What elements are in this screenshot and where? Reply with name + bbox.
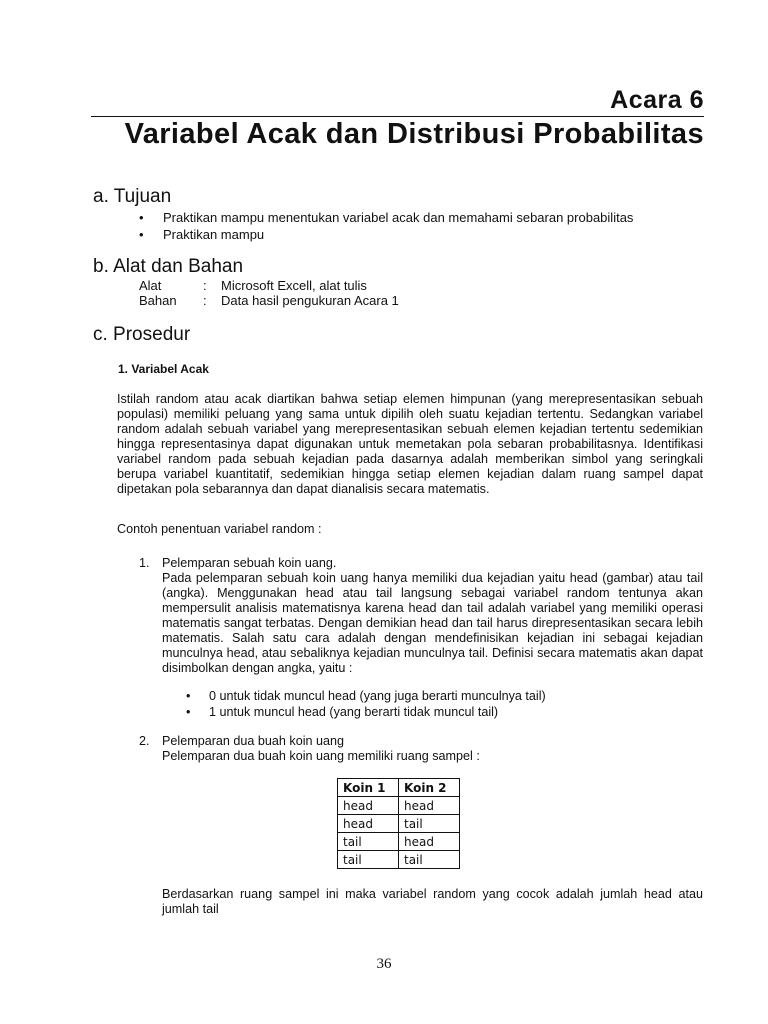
table-cell: head [399, 797, 460, 815]
table-row [338, 815, 460, 833]
list-item: • 1 untuk muncul head (yang berarti tidak muncul tail) [186, 704, 546, 720]
alat-value: Microsoft Excell, alat tulis [221, 278, 367, 293]
section-heading-alat-bahan: b. Alat dan Bahan [93, 256, 244, 277]
table-header-cell: Koin 1 [338, 779, 399, 797]
tujuan-list [139, 209, 633, 243]
alat-row [139, 278, 399, 293]
section-heading-prosedur: c. Prosedur [93, 324, 191, 345]
contoh-label: Contoh penentuan variabel random : [117, 522, 322, 536]
bahan-row [139, 293, 399, 308]
table-cell: tail [399, 851, 460, 869]
table-cell: head [338, 815, 399, 833]
bahan-colon: : [203, 293, 207, 308]
table-header-cell: Koin 2 [399, 779, 460, 797]
list-item: • 0 untuk tidak muncul head (yang juga berarti munculnya tail) [186, 688, 546, 704]
table-cell: tail [338, 851, 399, 869]
item1-title: Pelemparan sebuah koin uang. [162, 556, 337, 570]
list-item: • Praktikan mampu menentukan variabel acak dan memahami sebaran probabilitas [139, 209, 633, 226]
section-heading-tujuan: a. Tujuan [93, 186, 172, 207]
alat-colon: : [203, 278, 207, 293]
alat-bahan-list [139, 278, 399, 308]
item1-body: Pada pelemparan sebuah koin uang hanya memiliki dua kejadian yaitu head (gambar) atau tail (angka). Menggunakan head atau tail langsung sebagai variabel random tentunya akan mempersulit analisis matematisnya karena head dan tail adalah variabel yang memiliki operasi matematis sangat terbatas. Dengan demikian head dan tail harus direpresentasikan secara lebih matematis. Salah satu cara adalah dengan mendefinisikan kejadian ini sebagai kejadian munculnya head, atau sebaliknya kejadian munculnya tail. Definisi secara matematis akan dapat disimbolkan dengan angka, yaitu : [162, 571, 703, 675]
page-title: Variabel Acak dan Distribusi Probabilitas [124, 118, 704, 150]
sample-space-table [337, 778, 460, 869]
list-item: • Praktikan mampu [139, 226, 633, 243]
bahan-key: Bahan [139, 293, 177, 308]
page-number: 36 [376, 956, 392, 972]
item1-bullets [186, 688, 546, 720]
item2-number: 2. [139, 734, 150, 748]
intro-paragraph: Istilah random atau acak diartikan bahwa setiap elemen himpunan (yang merepresentasikan sebuah populasi) memiliki peluang yang sama untuk dipilih oleh suatu kejadian tertentu. Sedangkan variabel random adalah sebuah variabel yang merepresentasikan sebuah elemen kejadian tertentu sedemikian hingga representasinya dapat digunakan untuk memetakan pola sebaran probabilitasnya. Identifikasi variabel random pada sebuah kejadian pada dasarnya adalah memberikan simbol yang seringkali berupa variabel kuantitatif, sedemikian hingga setiap elemen kejadian dalam ruang sampel dapat dipetakan pola sebarannya dan dapat dianalisis secara matematis. [117, 392, 703, 496]
header-rule [91, 116, 704, 117]
item2-conclusion: Berdasarkan ruang sampel ini maka variabel random yang cocok adalah jumlah head atau jumlah tail [162, 887, 703, 916]
table-cell: tail [399, 815, 460, 833]
subheading-variabel-acak: 1. Variabel Acak [118, 362, 209, 376]
table-row [338, 797, 460, 815]
item1-number: 1. [139, 556, 150, 570]
chapter-label: Acara 6 [610, 86, 704, 114]
table-cell: head [338, 797, 399, 815]
table-row [338, 851, 460, 869]
table-cell: head [399, 833, 460, 851]
item2-title: Pelemparan dua buah koin uang [162, 734, 345, 748]
item2-body: Pelemparan dua buah koin uang memiliki ruang sampel : [162, 749, 480, 763]
table-header-row [338, 779, 460, 797]
alat-key: Alat [139, 278, 162, 293]
table-cell: tail [338, 833, 399, 851]
table-row [338, 833, 460, 851]
bahan-value: Data hasil pengukuran Acara 1 [221, 293, 399, 308]
